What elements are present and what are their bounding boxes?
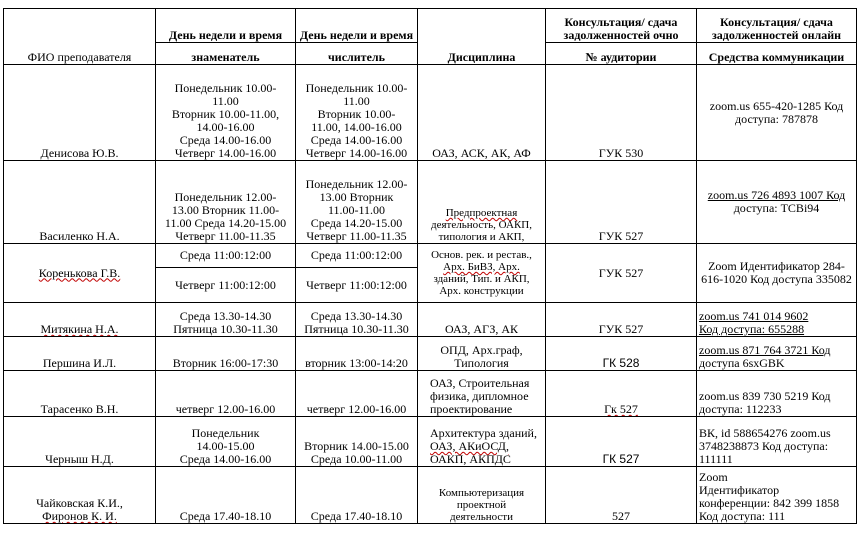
header-row-top bbox=[4, 9, 857, 43]
auditorium: ГУК 527 bbox=[546, 161, 697, 244]
header-fio: ФИО преподавателя bbox=[4, 9, 156, 65]
online-contact: zoom.us 726 4893 1007 Код доступа: TCBi94 bbox=[697, 161, 857, 244]
table-row bbox=[4, 417, 857, 467]
discipline: Компьютеризация проектной деятельности bbox=[418, 467, 546, 524]
schedule-znamenatel: Понедельник 10.00- 11.00 Вторник 10.00-11.00, 14.00-16.00 Среда 14.00-16.00 Четверг 14.00-16.00 bbox=[156, 65, 296, 161]
table-row bbox=[4, 371, 857, 417]
schedule-chislitel: Понедельник 10.00- 11.00 Вторник 10.00- 11.00, 14.00-16.00 Среда 14.00-16.00 Четверг 14.00-16.00 bbox=[296, 65, 418, 161]
schedule-chislitel: Вторник 14.00-15.00 Среда 10.00-11.00 bbox=[296, 417, 418, 467]
schedule-chislitel: Понедельник 12.00- 13.00 Вторник 11.00-11.00 Среда 14.20-15.00 Четверг 11.00-11.35 bbox=[296, 161, 418, 244]
schedule-znamenatel: Четверг 11:00:12:00 bbox=[156, 268, 296, 303]
online-contact: zoom.us 871 764 3721 Код доступа 6sxGBK bbox=[697, 337, 857, 371]
teacher-name: Митякина Н.А. bbox=[4, 303, 156, 337]
header-communication: Средства коммуникации bbox=[697, 43, 857, 65]
online-contact: Zoom Идентификатор конференции: 842 399 1858 Код доступа: 111 bbox=[697, 467, 857, 524]
online-contact: zoom.us 741 014 9602 Код доступа: 655288 bbox=[697, 303, 857, 337]
header-consult-offline: Консультация/ сдача задолженностей очно bbox=[546, 9, 697, 43]
auditorium: ГК 527 bbox=[546, 417, 697, 467]
teacher-name: Денисова Ю.В. bbox=[4, 65, 156, 161]
schedule-znamenatel: Понедельник 14.00-15.00 Среда 14.00-16.00 bbox=[156, 417, 296, 467]
schedule-chislitel: четверг 12.00-16.00 bbox=[296, 371, 418, 417]
header-day-time-1: День недели и время bbox=[156, 9, 296, 43]
auditorium: Гк 527 bbox=[546, 371, 697, 417]
schedule-chislitel: Среда 11:00:12:00 bbox=[296, 244, 418, 268]
header-consult-online: Консультация/ сдача задолженностей онлайн bbox=[697, 9, 857, 43]
auditorium: ГУК 527 bbox=[546, 244, 697, 303]
table-row bbox=[4, 65, 857, 161]
header-day-time-2: День недели и время bbox=[296, 9, 418, 43]
table-row bbox=[4, 303, 857, 337]
auditorium: ГУК 530 bbox=[546, 65, 697, 161]
header-chislitel: числитель bbox=[296, 43, 418, 65]
schedule-chislitel: Четверг 11:00:12:00 bbox=[296, 268, 418, 303]
schedule-znamenatel: Вторник 16:00-17:30 bbox=[156, 337, 296, 371]
table-row bbox=[4, 467, 857, 524]
consultation-schedule-table bbox=[3, 8, 857, 524]
schedule-chislitel: вторник 13:00-14:20 bbox=[296, 337, 418, 371]
table-row bbox=[4, 337, 857, 371]
discipline: ОАЗ, АСК, АК, АФ bbox=[418, 65, 546, 161]
schedule-znamenatel: Среда 11:00:12:00 bbox=[156, 244, 296, 268]
discipline: ОАЗ, АГЗ, АК bbox=[418, 303, 546, 337]
schedule-chislitel: Среда 17.40-18.10 bbox=[296, 467, 418, 524]
teacher-name: Тарасенко В.Н. bbox=[4, 371, 156, 417]
schedule-znamenatel: четверг 12.00-16.00 bbox=[156, 371, 296, 417]
header-auditorium: № аудитории bbox=[546, 43, 697, 65]
auditorium: ГК 528 bbox=[546, 337, 697, 371]
table-row bbox=[4, 161, 857, 244]
online-contact: zoom.us 839 730 5219 Код доступа: 112233 bbox=[697, 371, 857, 417]
discipline: ОПД, Арх.граф, Типология bbox=[418, 337, 546, 371]
teacher-name: Першина И.Л. bbox=[4, 337, 156, 371]
auditorium: 527 bbox=[546, 467, 697, 524]
discipline: Архитектура зданий, ОАЗ, АКиОСД, ОАКП, АКПДС bbox=[418, 417, 546, 467]
discipline: Предпроектная деятельность, ОАКП, типология и АКП, bbox=[418, 161, 546, 244]
online-contact: zoom.us 655-420-1285 Код доступа: 787878 bbox=[697, 65, 857, 161]
table-row bbox=[4, 244, 857, 268]
teacher-name: Чайковская К.И., Фиронов К. И. bbox=[4, 467, 156, 524]
online-contact: Zoom Идентификатор 284- 616-1020 Код доступа 335082 bbox=[697, 244, 857, 303]
schedule-znamenatel: Понедельник 12.00- 13.00 Вторник 11.00- 11.00 Среда 14.20-15.00 Четверг 11.00-11.35 bbox=[156, 161, 296, 244]
discipline: Основ. рек. и рестав., Арх. БиВЗ, Арх. зданий, Тип. и АКП, Арх. конструкции bbox=[418, 244, 546, 303]
teacher-name: Василенко Н.А. bbox=[4, 161, 156, 244]
discipline: ОАЗ, Строительная физика, дипломное проектирование bbox=[418, 371, 546, 417]
teacher-name: Черныш Н.Д. bbox=[4, 417, 156, 467]
auditorium: ГУК 527 bbox=[546, 303, 697, 337]
header-discipline: Дисциплина bbox=[418, 9, 546, 65]
schedule-znamenatel: Среда 17.40-18.10 bbox=[156, 467, 296, 524]
header-znamenatel: знаменатель bbox=[156, 43, 296, 65]
teacher-name: Кореньковa Г.В. bbox=[4, 244, 156, 303]
schedule-znamenatel: Среда 13.30-14.30 Пятница 10.30-11.30 bbox=[156, 303, 296, 337]
schedule-chislitel: Среда 13.30-14.30 Пятница 10.30-11.30 bbox=[296, 303, 418, 337]
online-contact: ВК, id 588654276 zoom.us 3748238873 Код доступа: 111111 bbox=[697, 417, 857, 467]
